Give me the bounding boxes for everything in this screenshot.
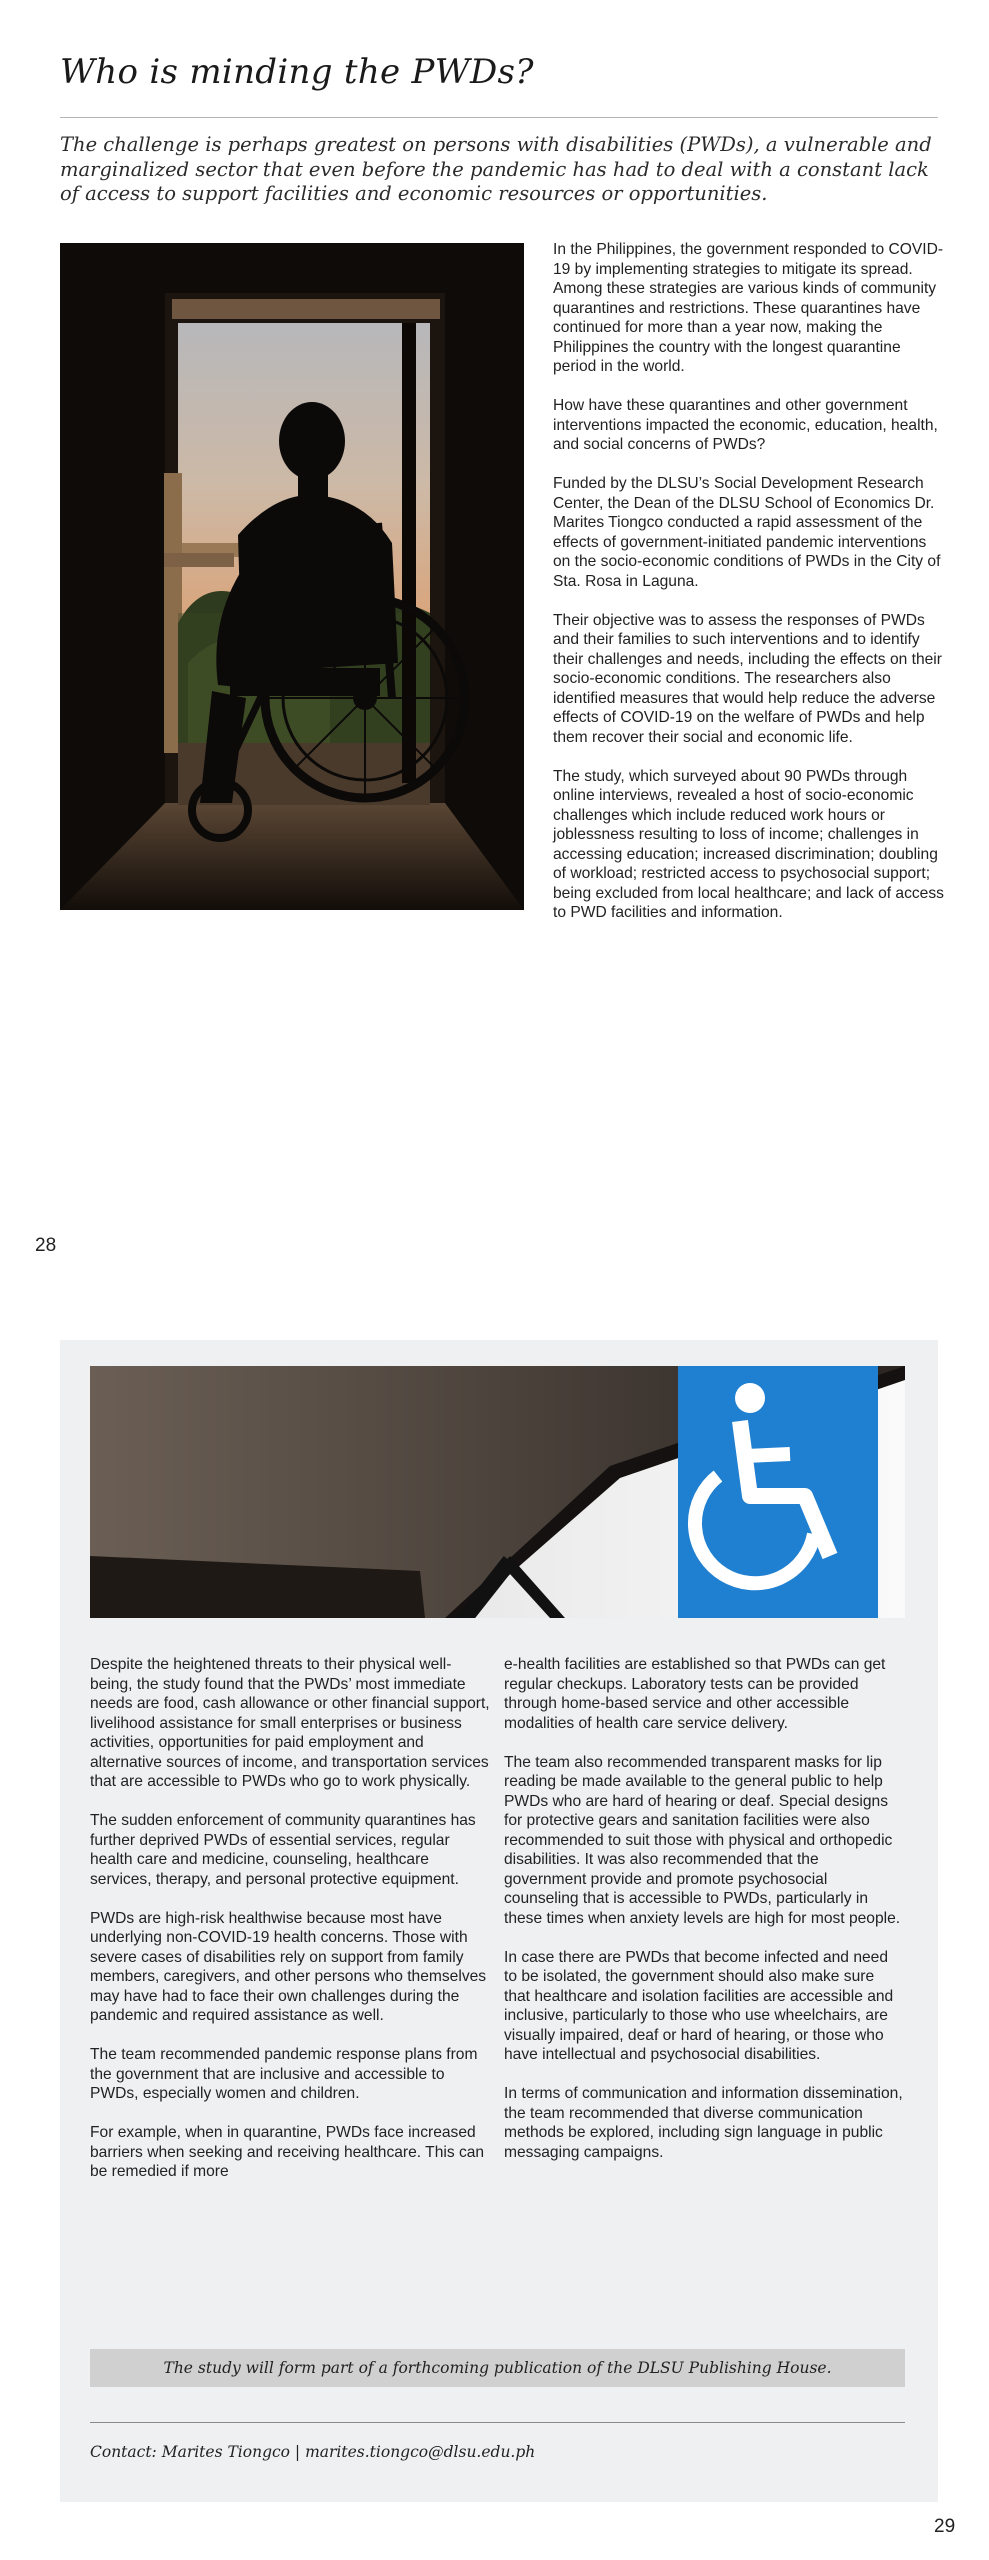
body-paragraph: The sudden enforcement of community quarantines has further deprived PWDs of essential services, regular health care and medicine, counseling, healthcare services, therapy, and personal protective equipment.	[90, 1812, 476, 1888]
accessibility-sign-icon	[678, 1366, 878, 1618]
article-lede: The challenge is perhaps greatest on persons with disabilities (PWDs), a vulnerable and marginalized sector that even before the pandemic has had to deal with a constant lack of access to support facilities and economic resources or opportunities.	[60, 133, 932, 205]
body-paragraph: The team also recommended transparent masks for lip reading be made available to the general public to help PWDs who are hard of hearing or deaf. Special designs for protective gears and sanitation facilities were also recommended to suit those with physical and orthopedic disabilities. It was also recommended that the government provide and promote psychosocial counseling that is accessible to PWDs, particularly in these times when anxiety levels are high for most people.	[504, 1753, 901, 1927]
accessibility-sign-illustration	[90, 1366, 905, 1618]
contact-divider	[90, 2422, 905, 2423]
body-paragraph: How have these quarantines and other government interventions impacted the economic, education, health, and social concerns of PWDs?	[553, 397, 938, 453]
body-paragraph: PWDs are high-risk healthwise because most have underlying non-COVID-19 health concerns. Those with severe cases of disabilities rely on support from family members, caregivers, and other persons who themselves may have had to face their own challenges during the pandemic and required assistance as well.	[90, 1909, 487, 2024]
page29-left-column	[90, 1655, 490, 2201]
page29-right-column	[504, 1655, 904, 2182]
body-paragraph: In the Philippines, the government responded to COVID-19 by implementing strategies to mitigate its spread. Among these strategies are various kinds of community quarantines and restrictions. These quarantines have continued for more than a year now, making the Philippines the country with the longest quarantine period in the world.	[553, 241, 944, 375]
body-paragraph: e-health facilities are established so that PWDs can get regular checkups. Laboratory tests can be provided through home-based service and other accessible modalities of health care service delivery.	[504, 1656, 886, 1732]
body-paragraph: In case there are PWDs that become infected and need to be isolated, the government should also make sure that healthcare and isolation facilities are accessible and inclusive, particularly to those who use wheelchairs, are visually impaired, deaf or hard of hearing, or those who have intellectual and psychosocial disabilities.	[504, 1948, 894, 2063]
page-number: 28	[35, 1235, 57, 1256]
accessibility-sign-photo	[90, 1366, 905, 1618]
page-number: 29	[934, 2516, 956, 2537]
body-paragraph: The study, which surveyed about 90 PWDs through online interviews, revealed a host of socio-economic challenges which include reduced work hours or joblessness resulting to loss of income; challenges in accessing education; increased discrimination; doubling of workload; restricted access to psychosocial support; being excluded from local healthcare; and lack of access to PWD facilities and information.	[553, 767, 944, 921]
page28-body-column	[553, 240, 945, 942]
body-paragraph: For example, when in quarantine, PWDs face increased barriers when seeking and receiving healthcare. This can be remedied if more	[90, 2124, 485, 2180]
body-paragraph: The team recommended pandemic response plans from the government that are inclusive and accessible to PWDs, especially women and children.	[90, 2046, 478, 2102]
body-paragraph: Funded by the DLSU’s Social Development Research Center, the Dean of the DLSU School of Economics Dr. Marites Tiongco conducted a rapid assessment of the effects of government-initiated pandemic interventions on the socio-economic conditions of PWDs in the City of Sta. Rosa in Laguna.	[553, 475, 941, 590]
body-paragraph: Their objective was to assess the responses of PWDs and their families to such interventions and to identify their challenges and needs, including the effects on their socio-economic conditions. The researchers also identified measures that would help reduce the adverse effects of COVID-19 on the welfare of PWDs and help them recover their social and economic life.	[553, 611, 942, 746]
body-paragraph: In terms of communication and information dissemination, the team recommended that diverse communication methods be explored, including sign language in public messaging campaigns.	[504, 2085, 903, 2161]
publication-note: The study will form part of a forthcoming publication of the DLSU Publishing House.	[90, 2349, 905, 2387]
title-divider	[60, 117, 938, 118]
article-title: Who is minding the PWDs?	[60, 52, 534, 92]
body-paragraph: Despite the heightened threats to their physical well-being, the study found that the PWDs’ most immediate needs are food, cash allowance or other financial support, livelihood assistance for small enterprises or business activities, opportunities for paid employment and alternative sources of income, and transportation services that are accessible to PWDs who go to work physically.	[90, 1656, 490, 1790]
contact-line: Contact: Marites Tiongco | marites.tiongco@dlsu.edu.ph	[90, 2443, 536, 2461]
wheelchair-silhouette-photo	[60, 243, 524, 910]
wheelchair-silhouette-illustration	[60, 243, 524, 910]
